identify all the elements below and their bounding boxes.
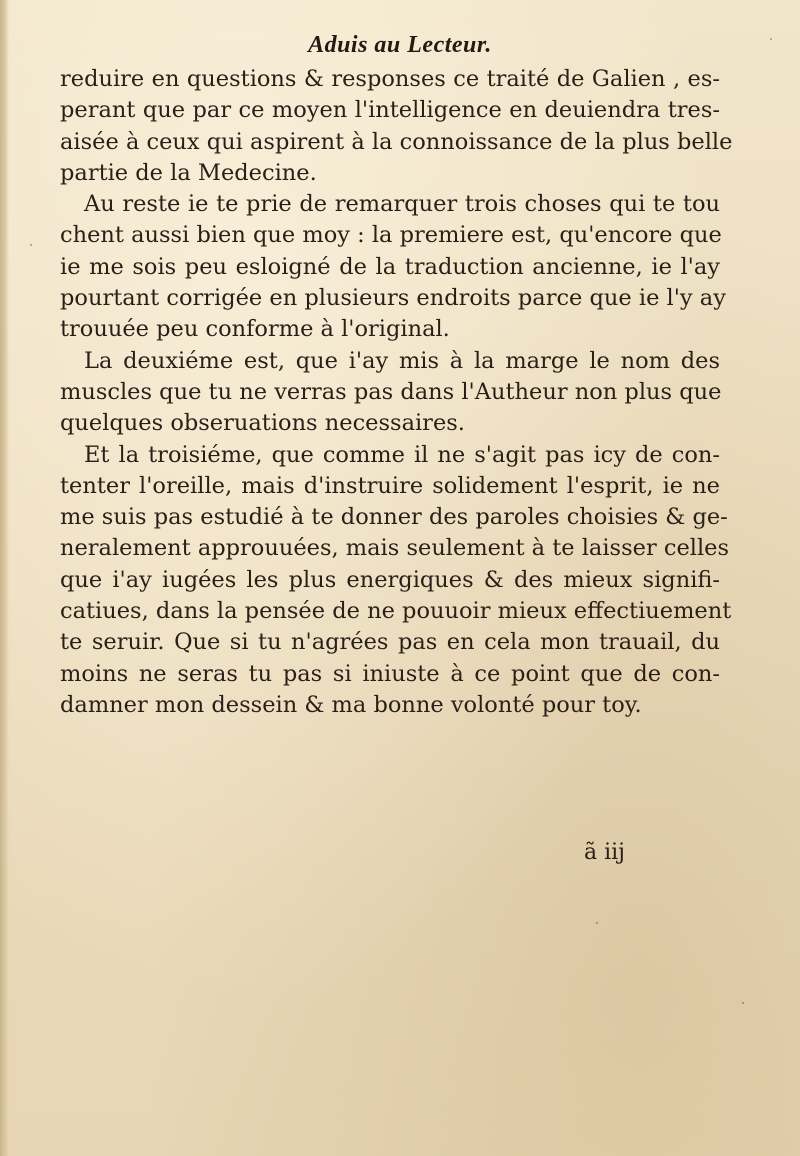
text-line: te seruir. Que si tu n'agrées pas en cela mon trauail, du [60, 629, 720, 656]
text-line: aisée à ceux qui aspirent à la connoissance de la plus belle [60, 128, 733, 155]
text-line: Au reste ie te prie de remarquer trois choses qui te tou [84, 191, 720, 218]
paragraph [60, 440, 732, 722]
text-line: damner mon dessein & ma bonne volonté pour toy. [60, 691, 642, 718]
paper-speck [742, 1002, 744, 1004]
text-line: ie me sois peu esloigné de la traduction ancienne, ie l'ay [60, 253, 720, 280]
text-line: partie de la Medecine. [60, 159, 317, 186]
paper-speck [770, 38, 772, 40]
paragraph [60, 189, 726, 345]
page-gutter-edge [0, 0, 9, 1156]
text-line: muscles que tu ne verras pas dans l'Autheur non plus que [60, 378, 722, 405]
text-line: chent aussi bien que moy : la premiere est, qu'encore que [60, 222, 722, 249]
body-text [60, 64, 733, 721]
running-head: Aduis au Lecteur. [308, 32, 492, 58]
text-line: Et la troisiéme, que comme il ne s'agit pas icy de con- [84, 441, 720, 468]
text-line: moins ne seras tu pas si iniuste à ce point que de con- [60, 660, 720, 687]
text-line: tenter l'oreille, mais d'instruire solidement l'esprit, ie ne [60, 472, 720, 499]
signature-mark: ã iij [584, 840, 626, 865]
paragraph [60, 346, 720, 440]
text-line: catiues, dans la pensée de ne pouuoir mieux effectiuement [60, 598, 732, 625]
text-line: La deuxiéme est, que i'ay mis à la marge le nom des [84, 347, 720, 374]
paper-speck [596, 922, 598, 924]
text-line: perant que par ce moyen l'intelligence en deuiendra tres- [60, 97, 720, 124]
paper-speck [30, 244, 32, 246]
text-line: trouuée peu conforme à l'original. [60, 316, 450, 343]
text-line: quelques obseruations necessaires. [60, 410, 465, 437]
text-line: que i'ay iugées les plus energiques & des mieux signifi- [60, 566, 720, 593]
paragraph [60, 64, 733, 189]
text-line: me suis pas estudié à te donner des paroles choisies & ge- [60, 504, 728, 531]
text-line: neralement approuuées, mais seulement à te laisser celles [60, 535, 730, 562]
text-line: pourtant corrigée en plusieurs endroits parce que ie l'y ay [60, 285, 726, 312]
text-line: reduire en questions & responses ce traité de Galien , es- [60, 66, 720, 92]
